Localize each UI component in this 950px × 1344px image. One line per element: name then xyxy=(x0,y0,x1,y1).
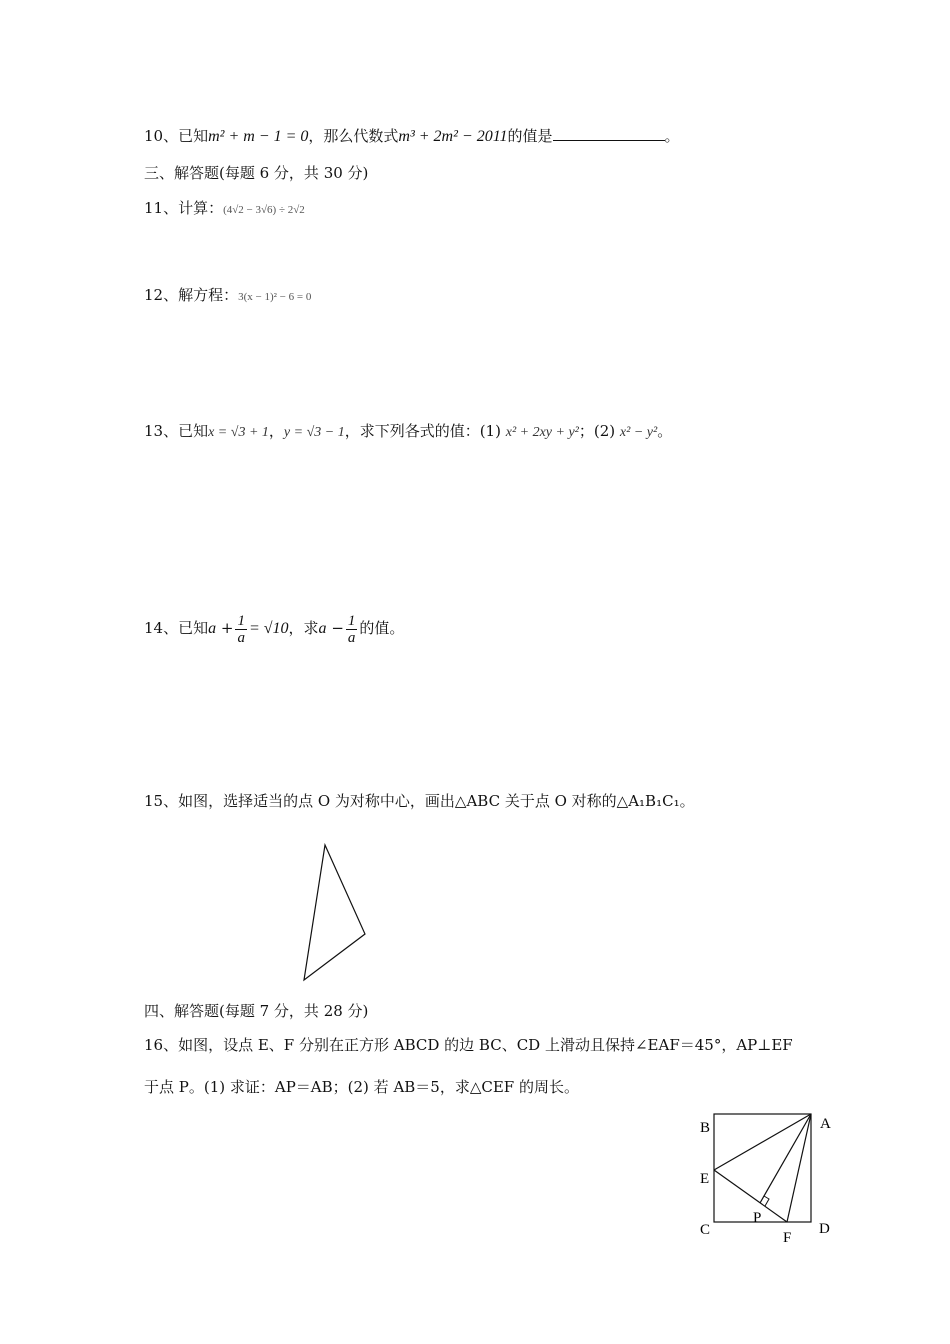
q14-fraction-1 xyxy=(235,613,247,646)
q13-expression-1: x² + 2xy + y² xyxy=(505,425,579,440)
label-e: E xyxy=(700,1171,710,1187)
question-15: 15、如图，选择适当的点 O 为对称中心，画出△ABC 关于点 O 对称的△A₁B₁C₁。 xyxy=(144,792,695,810)
q11-expression: (4√2 − 3√6) ÷ 2√2 xyxy=(223,204,305,216)
question-16-line-2: 于点 P。(1) 求证：AP＝AB；(2) 若 AB＝5，求△CEF 的周长。 xyxy=(144,1078,579,1096)
triangle-figure xyxy=(295,840,415,990)
q14-prefix: 14、已知 xyxy=(144,619,209,637)
q13-prefix: 13、已知 xyxy=(144,422,209,440)
right-angle-mark xyxy=(764,1196,769,1206)
triangle-abc xyxy=(304,845,365,980)
question-14 xyxy=(144,610,404,647)
q13-x: x = √3 + 1 xyxy=(208,425,269,440)
label-b: B xyxy=(700,1120,711,1136)
q13-end: 。 xyxy=(657,422,673,440)
q13-sep: ， xyxy=(268,422,284,440)
label-a: A xyxy=(820,1116,831,1132)
section-3-title: 三、解答题(每题 6 分，共 30 分) xyxy=(144,164,369,182)
q14-frac2-den: a xyxy=(347,629,356,646)
q10-expression: m³ + 2m² − 2011 xyxy=(398,128,508,145)
label-c: C xyxy=(700,1222,711,1238)
question-16-line-1: 16、如图，设点 E、F 分别在正方形 ABCD 的边 BC、CD 上滑动且保持∠EAF＝45°，AP⊥EF xyxy=(144,1036,793,1054)
question-10 xyxy=(144,125,680,148)
q14-frac1-num: 1 xyxy=(237,612,245,629)
q14-frac1-den: a xyxy=(237,629,245,646)
question-12 xyxy=(144,284,311,308)
segment-ef xyxy=(714,1170,787,1222)
q14-mid: ，求 xyxy=(288,619,319,637)
q14-frac2-num: 1 xyxy=(347,612,356,629)
q10-mid: ，那么代数式 xyxy=(308,127,399,145)
label-p: P xyxy=(753,1210,762,1226)
q14-minus: − xyxy=(331,619,344,637)
q11-prefix: 11、计算： xyxy=(144,199,224,217)
q14-a2: a xyxy=(318,620,327,637)
section-4-title: 四、解答题(每题 7 分，共 28 分) xyxy=(144,1002,369,1020)
q10-suffix: 的值是 xyxy=(507,127,553,145)
q14-end: 的值。 xyxy=(359,619,405,637)
q10-equation: m² + m − 1 = 0 xyxy=(208,128,309,145)
q13-mid2: ；(2) xyxy=(578,422,616,440)
q14-plus: + xyxy=(220,619,234,637)
question-11 xyxy=(144,197,305,221)
q12-prefix: 12、解方程： xyxy=(144,286,239,304)
label-d: D xyxy=(819,1221,830,1237)
square-abcd xyxy=(714,1114,811,1222)
segment-af xyxy=(787,1114,811,1222)
q10-prefix: 10、已知 xyxy=(144,127,209,145)
q14-a: a xyxy=(208,620,217,637)
q12-expression: 3(x − 1)² − 6 = 0 xyxy=(238,291,312,303)
square-figure xyxy=(698,1108,858,1248)
segment-ap xyxy=(760,1114,811,1203)
q13-y: y = √3 − 1 xyxy=(283,425,345,440)
q14-eq: = √10 xyxy=(248,620,289,637)
q10-end: 。 xyxy=(664,127,680,145)
q13-mid: ，求下列各式的值：(1) xyxy=(344,422,501,440)
label-f: F xyxy=(783,1230,792,1246)
answer-blank[interactable] xyxy=(553,125,665,141)
segment-ae xyxy=(714,1114,811,1170)
q14-fraction-2 xyxy=(346,613,358,646)
question-13 xyxy=(144,420,672,444)
q13-expression-2: x² − y² xyxy=(619,425,658,440)
